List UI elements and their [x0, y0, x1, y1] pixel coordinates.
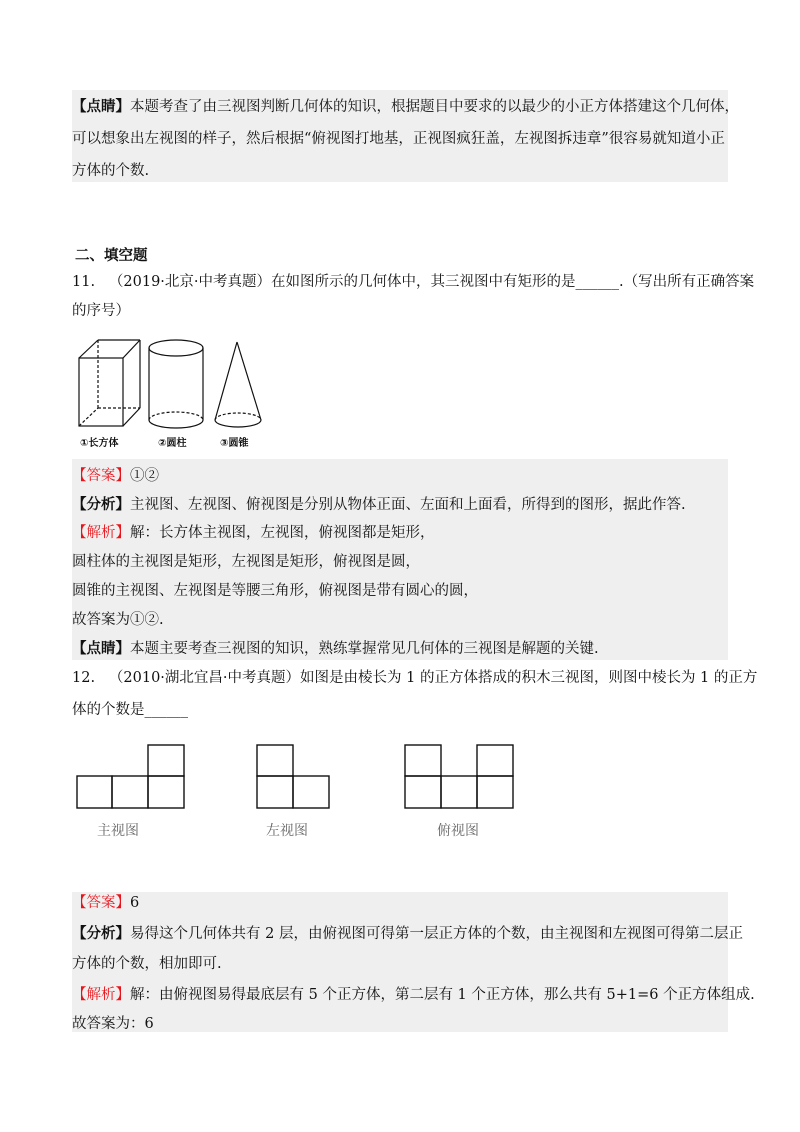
q11-analysis: 【分析】主视图、左视图、俯视图是分别从物体正面、左面和上面看，所得到的图形，据此作答. [72, 496, 686, 513]
comment-line-3: 方体的个数. [72, 163, 150, 179]
q11-solution-4: 故答案为①②. [72, 612, 164, 628]
q12-text: （2010·湖北宜昌·中考真题）如图是由棱长为 1 的正方体搭成的积木三视图，则图中棱长为 1 的正方 [108, 670, 758, 686]
q11-solids-figure [74, 336, 274, 454]
analysis-label: 【分析】 [72, 925, 130, 942]
left-view-figure [256, 744, 332, 810]
q11-text: （2019·北京·中考真题）在如图所示的几何体中，其三视图中有矩形的是______.（写出所有正确答案 [108, 274, 755, 290]
cone-figure [215, 342, 261, 427]
cylinder-figure [149, 340, 203, 428]
section-title: 二、填空题 [75, 247, 148, 264]
answer-label: 【答案】 [72, 895, 130, 911]
cuboid-figure [79, 340, 140, 426]
q12-analysis-2: 方体的个数，相加即可. [72, 956, 222, 972]
q11-label-2: ②圆柱 [158, 438, 187, 449]
q12-solution-1: 【解析】解：由俯视图易得最底层有 5 个正方体，第二层有 1 个正方体，那么共有 5+1=6 个正方体组成. [72, 987, 755, 1003]
q11-solution-2: 圆柱体的主视图是矩形，左视图是矩形，俯视图是圆， [72, 554, 420, 570]
comment-label: 【点睛】 [72, 640, 130, 657]
front-view-label: 主视图 [97, 823, 139, 839]
top-view-figure [404, 744, 516, 810]
q12-line-1 [72, 669, 758, 687]
answer-value: 6 [130, 895, 140, 911]
q11-label-3: ③圆锥 [220, 438, 249, 449]
solution-label: 【解析】 [72, 987, 130, 1003]
left-view-label: 左视图 [266, 823, 308, 839]
analysis-label: 【分析】 [72, 496, 130, 513]
q11-answer [72, 467, 728, 485]
q11-line-1 [72, 273, 755, 291]
comment-line-1: 【点睛】本题考查了由三视图判断几何体的知识，根据题目中要求的以最少的小正方体搭建这个几何体， [72, 98, 739, 115]
q12-solution-2: 故答案为：6 [72, 1016, 154, 1032]
comment-line-2: 可以想象出左视图的样子，然后根据“俯视图打地基，正视图疯狂盖，左视图拆违章”很容易就知道小正 [72, 131, 725, 147]
q11-label-1: ①长方体 [80, 438, 119, 449]
front-view-figure [76, 744, 188, 810]
q11-solution-1: 【解析】解：长方体主视图，左视图，俯视图都是矩形， [72, 525, 435, 541]
q12-answer [72, 894, 728, 912]
q11-line-2: 的序号） [72, 303, 130, 319]
q11-comment: 【点睛】本题主要考查三视图的知识，熟练掌握常见几何体的三视图是解题的关键. [72, 640, 599, 657]
comment-label: 【点睛】 [72, 98, 130, 115]
q11-solution-3: 圆锥的主视图、左视图是等腰三角形，俯视图是带有圆心的圆， [72, 583, 478, 599]
q12-number: 12. [72, 670, 96, 686]
top-view-label: 俯视图 [437, 823, 479, 839]
answer-label: 【答案】 [72, 468, 130, 484]
answer-value: ①② [130, 468, 159, 484]
solution-label: 【解析】 [72, 525, 130, 541]
q12-analysis-1: 【分析】易得这个几何体共有 2 层，由俯视图可得第一层正方体的个数，由主视图和左视图可得第二层正 [72, 925, 743, 942]
q12-line-2: 体的个数是______ [72, 702, 188, 718]
q11-number: 11. [72, 274, 96, 290]
